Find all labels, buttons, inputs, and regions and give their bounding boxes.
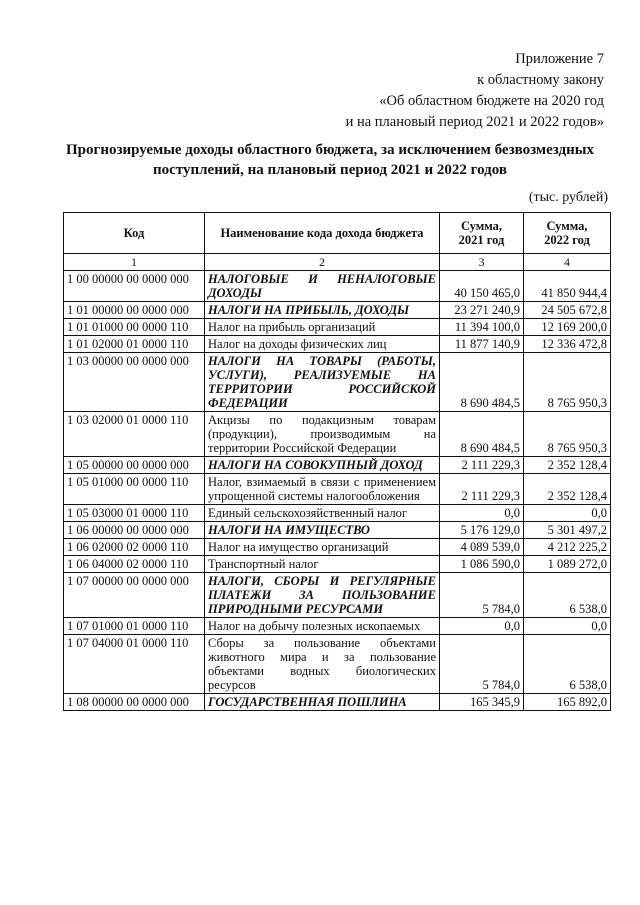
appendix-header bbox=[346, 49, 604, 133]
row-sum-2021: 2 111 229,3 bbox=[440, 457, 524, 474]
row-code: 1 06 00000 00 0000 000 bbox=[64, 522, 205, 539]
row-name: Налог на добычу полезных ископаемых bbox=[205, 618, 440, 635]
row-sum-2022: 5 301 497,2 bbox=[524, 522, 611, 539]
row-sum-2022: 165 892,0 bbox=[524, 694, 611, 711]
row-sum-2021: 8 690 484,5 bbox=[440, 353, 524, 412]
row-name: Налог на доходы физических лиц bbox=[205, 336, 440, 353]
table-row bbox=[64, 505, 611, 522]
row-sum-2021: 165 345,9 bbox=[440, 694, 524, 711]
row-name: НАЛОГОВЫЕ И НЕНАЛОГОВЫЕ ДОХОДЫ bbox=[205, 271, 440, 302]
table-row bbox=[64, 302, 611, 319]
row-sum-2021: 40 150 465,0 bbox=[440, 271, 524, 302]
row-code: 1 06 02000 02 0000 110 bbox=[64, 539, 205, 556]
row-code: 1 05 01000 00 0000 110 bbox=[64, 474, 205, 505]
row-sum-2022: 6 538,0 bbox=[524, 635, 611, 694]
table-row bbox=[64, 694, 611, 711]
row-sum-2021: 11 394 100,0 bbox=[440, 319, 524, 336]
row-sum-2022: 0,0 bbox=[524, 505, 611, 522]
column-number: 4 bbox=[524, 254, 611, 271]
header-sum-2021-line2: 2021 год bbox=[458, 233, 505, 247]
column-number: 3 bbox=[440, 254, 524, 271]
row-name: НАЛОГИ НА ТОВАРЫ (РАБОТЫ, УСЛУГИ), РЕАЛИЗУЕМЫЕ НА ТЕРРИТОРИИ РОССИЙСКОЙ ФЕДЕРАЦИИ bbox=[205, 353, 440, 412]
table-body bbox=[64, 271, 611, 711]
table-row bbox=[64, 353, 611, 412]
appendix-line: «Об областном бюджете на 2020 год bbox=[379, 93, 604, 109]
table-row bbox=[64, 573, 611, 618]
row-sum-2021: 5 176 129,0 bbox=[440, 522, 524, 539]
row-sum-2022: 12 336 472,8 bbox=[524, 336, 611, 353]
appendix-line: и на плановый период 2021 и 2022 годов» bbox=[345, 114, 604, 130]
title-line: Прогнозируемые доходы областного бюджета, за исключением безвозмездных bbox=[66, 142, 594, 158]
row-sum-2021: 5 784,0 bbox=[440, 573, 524, 618]
row-code: 1 03 02000 01 0000 110 bbox=[64, 412, 205, 457]
table-row bbox=[64, 271, 611, 302]
row-sum-2021: 0,0 bbox=[440, 505, 524, 522]
row-sum-2021: 4 089 539,0 bbox=[440, 539, 524, 556]
row-name: Налог, взимаемый в связи с применением упрощенной системы налогообложения bbox=[205, 474, 440, 505]
row-name: Единый сельскохозяйственный налог bbox=[205, 505, 440, 522]
header-sum-2021-line1: Сумма, bbox=[460, 219, 503, 233]
table-row bbox=[64, 319, 611, 336]
row-name: Транспортный налог bbox=[205, 556, 440, 573]
row-sum-2022: 8 765 950,3 bbox=[524, 412, 611, 457]
row-name: Сборы за пользование объектами животного мира и за пользование объектами водных биологических ресурсов bbox=[205, 635, 440, 694]
row-sum-2021: 1 086 590,0 bbox=[440, 556, 524, 573]
row-sum-2021: 5 784,0 bbox=[440, 635, 524, 694]
row-code: 1 00 00000 00 0000 000 bbox=[64, 271, 205, 302]
row-sum-2022: 1 089 272,0 bbox=[524, 556, 611, 573]
row-sum-2021: 23 271 240,9 bbox=[440, 302, 524, 319]
row-name: НАЛОГИ НА ПРИБЫЛЬ, ДОХОДЫ bbox=[205, 302, 440, 319]
table-row bbox=[64, 556, 611, 573]
title-line: поступлений, на плановый период 2021 и 2022 годов bbox=[153, 162, 507, 178]
row-code: 1 07 01000 01 0000 110 bbox=[64, 618, 205, 635]
row-code: 1 06 04000 02 0000 110 bbox=[64, 556, 205, 573]
row-sum-2022: 2 352 128,4 bbox=[524, 474, 611, 505]
revenue-table bbox=[63, 212, 611, 711]
row-name: НАЛОГИ НА ИМУЩЕСТВО bbox=[205, 522, 440, 539]
appendix-line: Приложение 7 bbox=[515, 51, 604, 67]
row-sum-2022: 41 850 944,4 bbox=[524, 271, 611, 302]
column-number: 1 bbox=[64, 254, 205, 271]
row-sum-2022: 4 212 225,2 bbox=[524, 539, 611, 556]
row-sum-2021: 2 111 229,3 bbox=[440, 474, 524, 505]
row-code: 1 08 00000 00 0000 000 bbox=[64, 694, 205, 711]
row-name: Налог на имущество организаций bbox=[205, 539, 440, 556]
row-code: 1 01 00000 00 0000 000 bbox=[64, 302, 205, 319]
row-sum-2021: 8 690 484,5 bbox=[440, 412, 524, 457]
row-sum-2021: 0,0 bbox=[440, 618, 524, 635]
row-sum-2021: 11 877 140,9 bbox=[440, 336, 524, 353]
header-sum-2022 bbox=[524, 213, 611, 254]
table-row bbox=[64, 618, 611, 635]
row-sum-2022: 6 538,0 bbox=[524, 573, 611, 618]
units-label: (тыс. рублей) bbox=[528, 190, 608, 205]
row-sum-2022: 0,0 bbox=[524, 618, 611, 635]
header-sum-2022-line2: 2022 год bbox=[544, 233, 590, 247]
document-title bbox=[40, 140, 620, 180]
header-sum-2021 bbox=[440, 213, 524, 254]
header-name: Наименование кода дохода бюджета bbox=[205, 213, 440, 254]
header-sum-2022-line1: Сумма, bbox=[546, 219, 588, 233]
row-code: 1 07 04000 01 0000 110 bbox=[64, 635, 205, 694]
row-sum-2022: 24 505 672,8 bbox=[524, 302, 611, 319]
row-code: 1 01 02000 01 0000 110 bbox=[64, 336, 205, 353]
row-sum-2022: 8 765 950,3 bbox=[524, 353, 611, 412]
table-row bbox=[64, 522, 611, 539]
row-code: 1 05 00000 00 0000 000 bbox=[64, 457, 205, 474]
row-code: 1 07 00000 00 0000 000 bbox=[64, 573, 205, 618]
row-code: 1 03 00000 00 0000 000 bbox=[64, 353, 205, 412]
table-row bbox=[64, 336, 611, 353]
row-sum-2022: 2 352 128,4 bbox=[524, 457, 611, 474]
table-row bbox=[64, 412, 611, 457]
row-sum-2022: 12 169 200,0 bbox=[524, 319, 611, 336]
header-code: Код bbox=[64, 213, 205, 254]
table-row bbox=[64, 474, 611, 505]
row-name: Налог на прибыль организаций bbox=[205, 319, 440, 336]
table-header-row bbox=[64, 213, 611, 254]
row-name: Акцизы по подакцизным товарам (продукции), производимым на территории Российской Федерации bbox=[205, 412, 440, 457]
table-row bbox=[64, 635, 611, 694]
row-name: НАЛОГИ НА СОВОКУПНЫЙ ДОХОД bbox=[205, 457, 440, 474]
table-row bbox=[64, 539, 611, 556]
table-row bbox=[64, 457, 611, 474]
column-number-row bbox=[64, 254, 611, 271]
row-name: ГОСУДАРСТВЕННАЯ ПОШЛИНА bbox=[205, 694, 440, 711]
column-number: 2 bbox=[205, 254, 440, 271]
row-code: 1 01 01000 00 0000 110 bbox=[64, 319, 205, 336]
row-code: 1 05 03000 01 0000 110 bbox=[64, 505, 205, 522]
appendix-line: к областному закону bbox=[477, 72, 604, 88]
row-name: НАЛОГИ, СБОРЫ И РЕГУЛЯРНЫЕ ПЛАТЕЖИ ЗА ПОЛЬЗОВАНИЕ ПРИРОДНЫМИ РЕСУРСАМИ bbox=[205, 573, 440, 618]
